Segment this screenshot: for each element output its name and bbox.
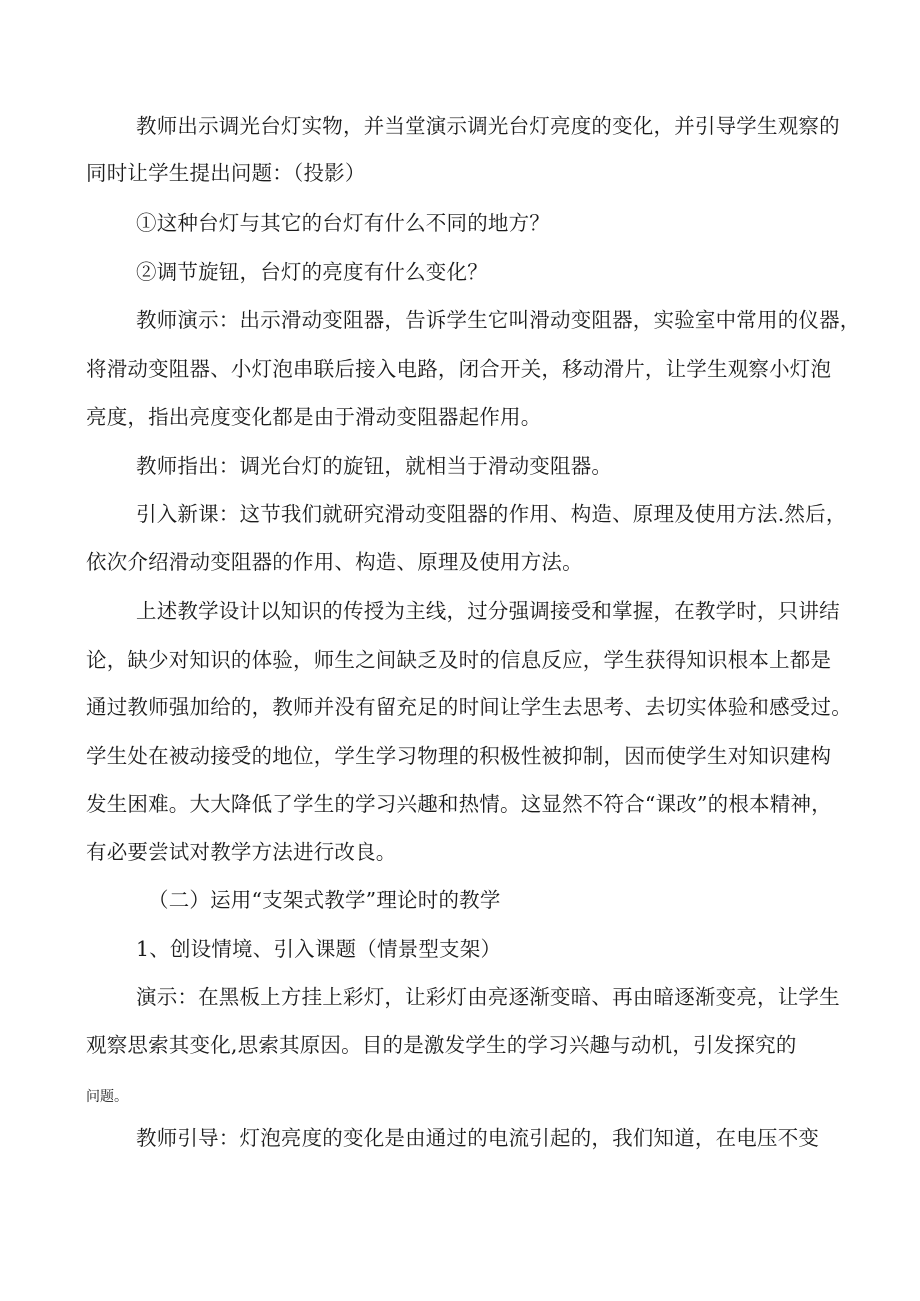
paragraph-line: 通过教师强加给的，教师并没有留充足的时间让学生去思考、去切实体验和感受过。 [86,695,852,719]
paragraph-line: 依次介绍滑动变阻器的作用、构造、原理及使用方法。 [86,550,583,574]
question-item: ①这种台灯与其它的台灯有什么不同的地方？ [136,211,550,235]
paragraph-line: 教师引导：灯泡亮度的变化是由通过的电流引起的，我们知道，在电压不变 [136,1126,820,1150]
paragraph-line: 上述教学设计以知识的传授为主线，过分强调接受和掌握，在教学时，只讲结 [136,599,840,623]
paragraph-line: 亮度，指出亮度变化都是由于滑动变阻器起作用。 [86,405,542,429]
paragraph-line: 学生处在被动接受的地位，学生学习物理的积极性被抑制，因而使学生对知识建构 [86,744,832,768]
paragraph-line: 引入新课：这节我们就研究滑动变阻器的作用、构造、原理及使用方法.然后， [136,502,847,526]
subsection-heading: 1、创设情境、引入课题（情景型支架） [136,937,502,961]
paragraph-line: 演示：在黑板上方挂上彩灯，让彩灯由亮逐渐变暗、再由暗逐渐变亮，让学生 [136,985,840,1009]
paragraph-line: 观察思索其变化,思索其原因。目的是激发学生的学习兴趣与动机，引发探究的 [86,1033,797,1057]
section-heading: （二）运用“支架式教学”理论时的教学 [148,888,501,912]
paragraph-line: 论，缺少对知识的体验，师生之间缺乏及时的信息反应，学生获得知识根本上都是 [86,648,832,672]
paragraph-line: 有必要尝试对教学方法进行改良。 [86,840,397,864]
paragraph-line: 同时让学生提出问题：（投影） [86,161,366,185]
paragraph-line: 教师演示：出示滑动变阻器，告诉学生它叫滑动变阻器，实验室中常用的仪器， [136,308,861,332]
paragraph-line: 教师指出：调光台灯的旋钮，就相当于滑动变阻器。 [136,454,613,478]
paragraph-line: 问题。 [86,1089,128,1105]
paragraph-line: 发生困难。大大降低了学生的学习兴趣和热情。这显然不符合“课改”的根本精神， [86,792,832,816]
question-item: ②调节旋钮，台灯的亮度有什么变化？ [136,260,488,284]
paragraph-line: 将滑动变阻器、小灯泡串联后接入电路，闭合开关，移动滑片，让学生观察小灯泡 [86,357,832,381]
paragraph-line: 教师出示调光台灯实物，并当堂演示调光台灯亮度的变化，并引导学生观察的 [136,114,840,138]
